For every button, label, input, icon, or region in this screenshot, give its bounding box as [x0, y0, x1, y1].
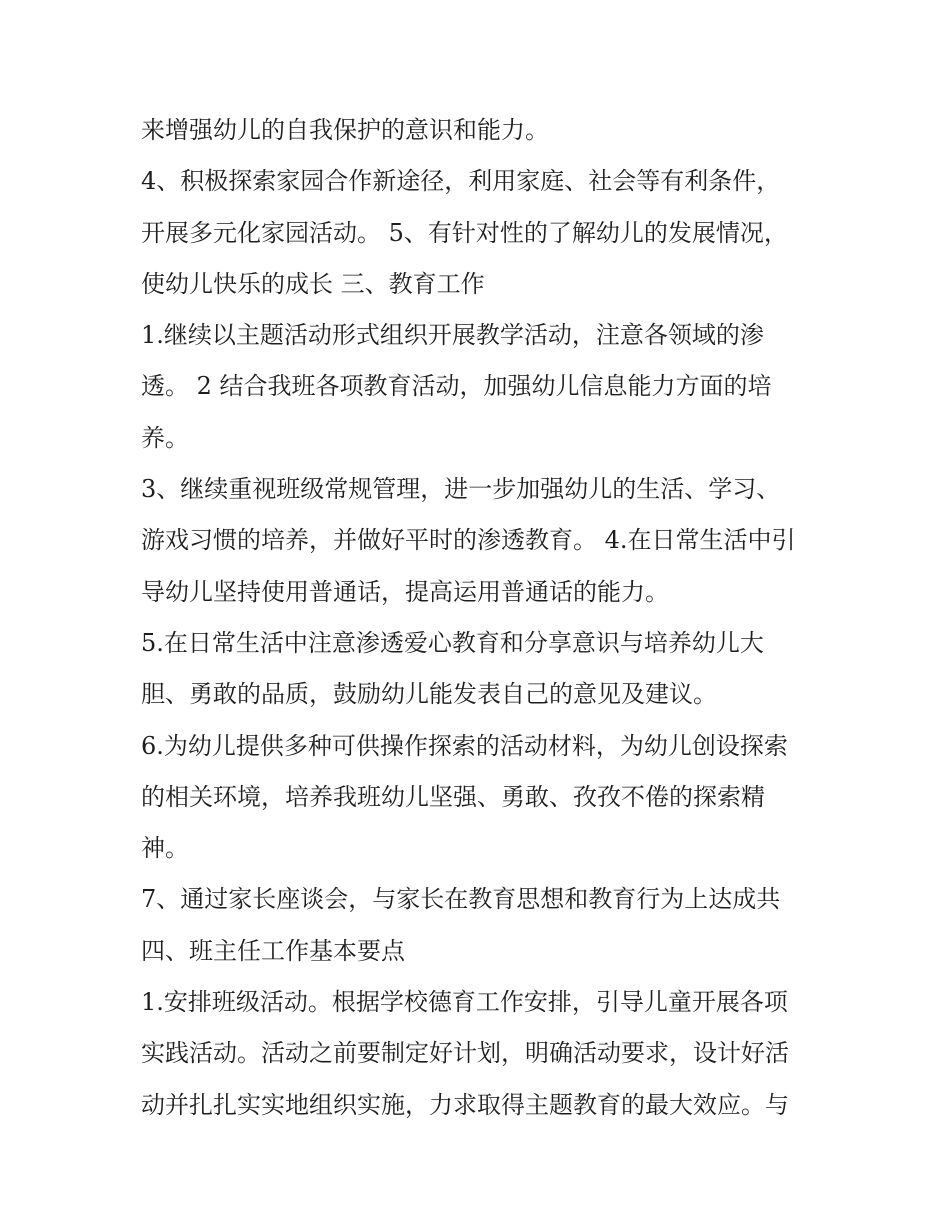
text-line: 来增强幼儿的自我保护的意识和能力。 [141, 116, 549, 144]
text-line: 1.安排班级活动。根据学校德育工作安排，引导儿童开展各项 [141, 988, 788, 1017]
text-line: 游戏习惯的培养，并做好平时的渗透教育。 4.在日常生活中引 [141, 526, 796, 555]
text-line: 透。 2 结合我班各项教育活动，加强幼儿信息能力方面的培 [141, 372, 772, 401]
text-line: 的相关环境，培养我班幼儿坚强、勇敢、孜孜不倦的探索精 [141, 782, 765, 811]
text-line: 导幼儿坚持使用普通话，提高运用普通话的能力。 [141, 577, 669, 606]
text-line: 1.继续以主题活动形式组织开展教学活动，注意各领域的渗 [141, 321, 764, 350]
text-line: 7、通过家长座谈会，与家长在教育思想和教育行为上达成共 [141, 885, 781, 914]
text-line: 神。 [141, 834, 189, 863]
text-line: 实践活动。活动之前要制定好计划，明确活动要求，设计好活 [141, 1039, 789, 1068]
text-line: 动并扎扎实实地组织实施，力求取得主题教育的最大效应。与 [141, 1090, 789, 1119]
section-heading: 四、班主任工作基本要点 [141, 936, 405, 965]
text-line: 3、继续重视班级常规管理，进一步加强幼儿的生活、学习、 [141, 475, 781, 504]
text-line: 4、积极探索家园合作新途径，利用家庭、社会等有利条件， [141, 167, 781, 196]
text-line: 养。 [141, 423, 189, 452]
text-line: 开展多元化家园活动。 5、有针对性的了解幼儿的发展情况， [141, 218, 788, 247]
text-line: 5.在日常生活中注意渗透爱心教育和分享意识与培养幼儿大 [141, 628, 764, 657]
text-line: 胆、勇敢的品质，鼓励幼儿能发表自己的意见及建议。 [141, 680, 717, 709]
text-line: 6.为幼儿提供多种可供操作探索的活动材料，为幼儿创设探索 [141, 731, 788, 760]
text-line: 使幼儿快乐的成长 三、教育工作 [141, 269, 485, 298]
document-body [141, 105, 821, 1131]
